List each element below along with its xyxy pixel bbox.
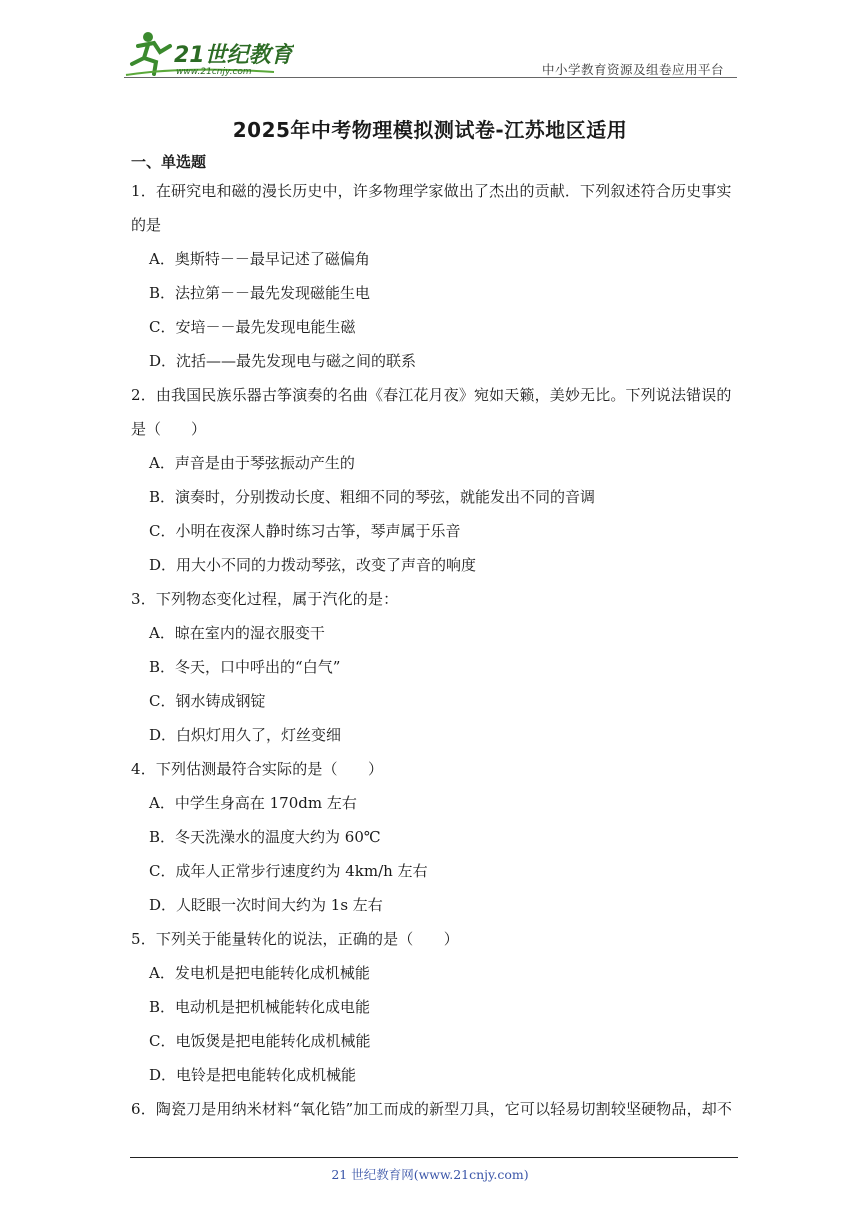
answer-option: C．成年人正常步行速度约为 4km/h 左右 <box>149 862 428 880</box>
answer-option: B．电动机是把机械能转化成电能 <box>149 998 371 1016</box>
answer-option: A．发电机是把电能转化成机械能 <box>149 964 370 982</box>
question-item <box>131 752 737 922</box>
answer-option: A．晾在室内的湿衣服变干 <box>149 624 325 642</box>
answer-option: C．钢水铸成钢锭 <box>149 692 266 710</box>
answer-option: D．人眨眼一次时间大约为 1s 左右 <box>149 896 383 914</box>
runner-logo-icon <box>124 28 294 80</box>
answer-option: B．法拉第－－最先发现磁能生电 <box>149 284 371 302</box>
svg-text:www.21cnjy.com: www.21cnjy.com <box>176 67 252 77</box>
question-stem-line: 5．下列关于能量转化的说法，正确的是（ ） <box>131 930 459 948</box>
question-stem-line: 的是 <box>131 216 162 234</box>
answer-option: C．安培－－最先发现电能生磁 <box>149 318 356 336</box>
answer-option: A．奥斯特－－最早记述了磁偏角 <box>149 250 370 268</box>
question-item <box>131 922 737 1092</box>
question-item <box>131 378 737 582</box>
platform-name: 中小学教育资源及组卷应用平台 <box>541 62 724 77</box>
question-stem-line: 4．下列估测最符合实际的是（ ） <box>131 760 384 778</box>
answer-option: B．冬天洗澡水的温度大约为 60℃ <box>149 828 381 846</box>
question-stem-line: 2．由我国民族乐器古筝演奏的名曲《春江花月夜》宛如天籁，美妙无比。下列说法错误的 <box>131 386 732 404</box>
answer-option: A．中学生身高在 170dm 左右 <box>149 794 357 812</box>
question-item <box>131 582 737 752</box>
question-item <box>131 1092 737 1126</box>
header-divider <box>124 77 737 78</box>
question-stem-line: 3．下列物态变化过程，属于汽化的是： <box>131 590 399 608</box>
footer-text[interactable]: 21 世纪教育网(www.21cnjy.com) <box>331 1167 529 1182</box>
answer-option: B．冬天，口中呼出的“白气” <box>149 658 341 676</box>
svg-text:21世纪教育: 21世纪教育 <box>174 43 293 68</box>
site-logo[interactable] <box>124 28 294 80</box>
answer-option: C．小明在夜深人静时练习古筝，琴声属于乐音 <box>149 522 461 540</box>
question-stem-line: 6．陶瓷刀是用纳米材料“氧化锆”加工而成的新型刀具，它可以轻易切割较坚硬物品，却不 <box>131 1100 733 1118</box>
page-header <box>0 0 860 85</box>
footer-divider <box>130 1157 738 1158</box>
answer-option: D．电铃是把电能转化成机械能 <box>149 1066 357 1084</box>
question-item <box>131 174 737 378</box>
section-heading: 一、单选题 <box>131 153 207 171</box>
answer-option: C．电饭煲是把电能转化成机械能 <box>149 1032 371 1050</box>
answer-option: D．白炽灯用久了，灯丝变细 <box>149 726 342 744</box>
question-stem-line: 1．在研究电和磁的漫长历史中，许多物理学家做出了杰出的贡献．下列叙述符合历史事实 <box>131 182 732 200</box>
answer-option: D．沈括——最先发现电与磁之间的联系 <box>149 352 417 370</box>
question-list <box>131 174 737 1126</box>
question-stem-line: 是（ ） <box>131 420 207 438</box>
answer-option: B．演奏时，分别拨动长度、粗细不同的琴弦，就能发出不同的音调 <box>149 488 596 506</box>
exam-title: 2025年中考物理模拟测试卷-江苏地区适用 <box>232 118 628 142</box>
answer-option: D．用大小不同的力拨动琴弦，改变了声音的响度 <box>149 556 477 574</box>
answer-option: A．声音是由于琴弦振动产生的 <box>149 454 355 472</box>
